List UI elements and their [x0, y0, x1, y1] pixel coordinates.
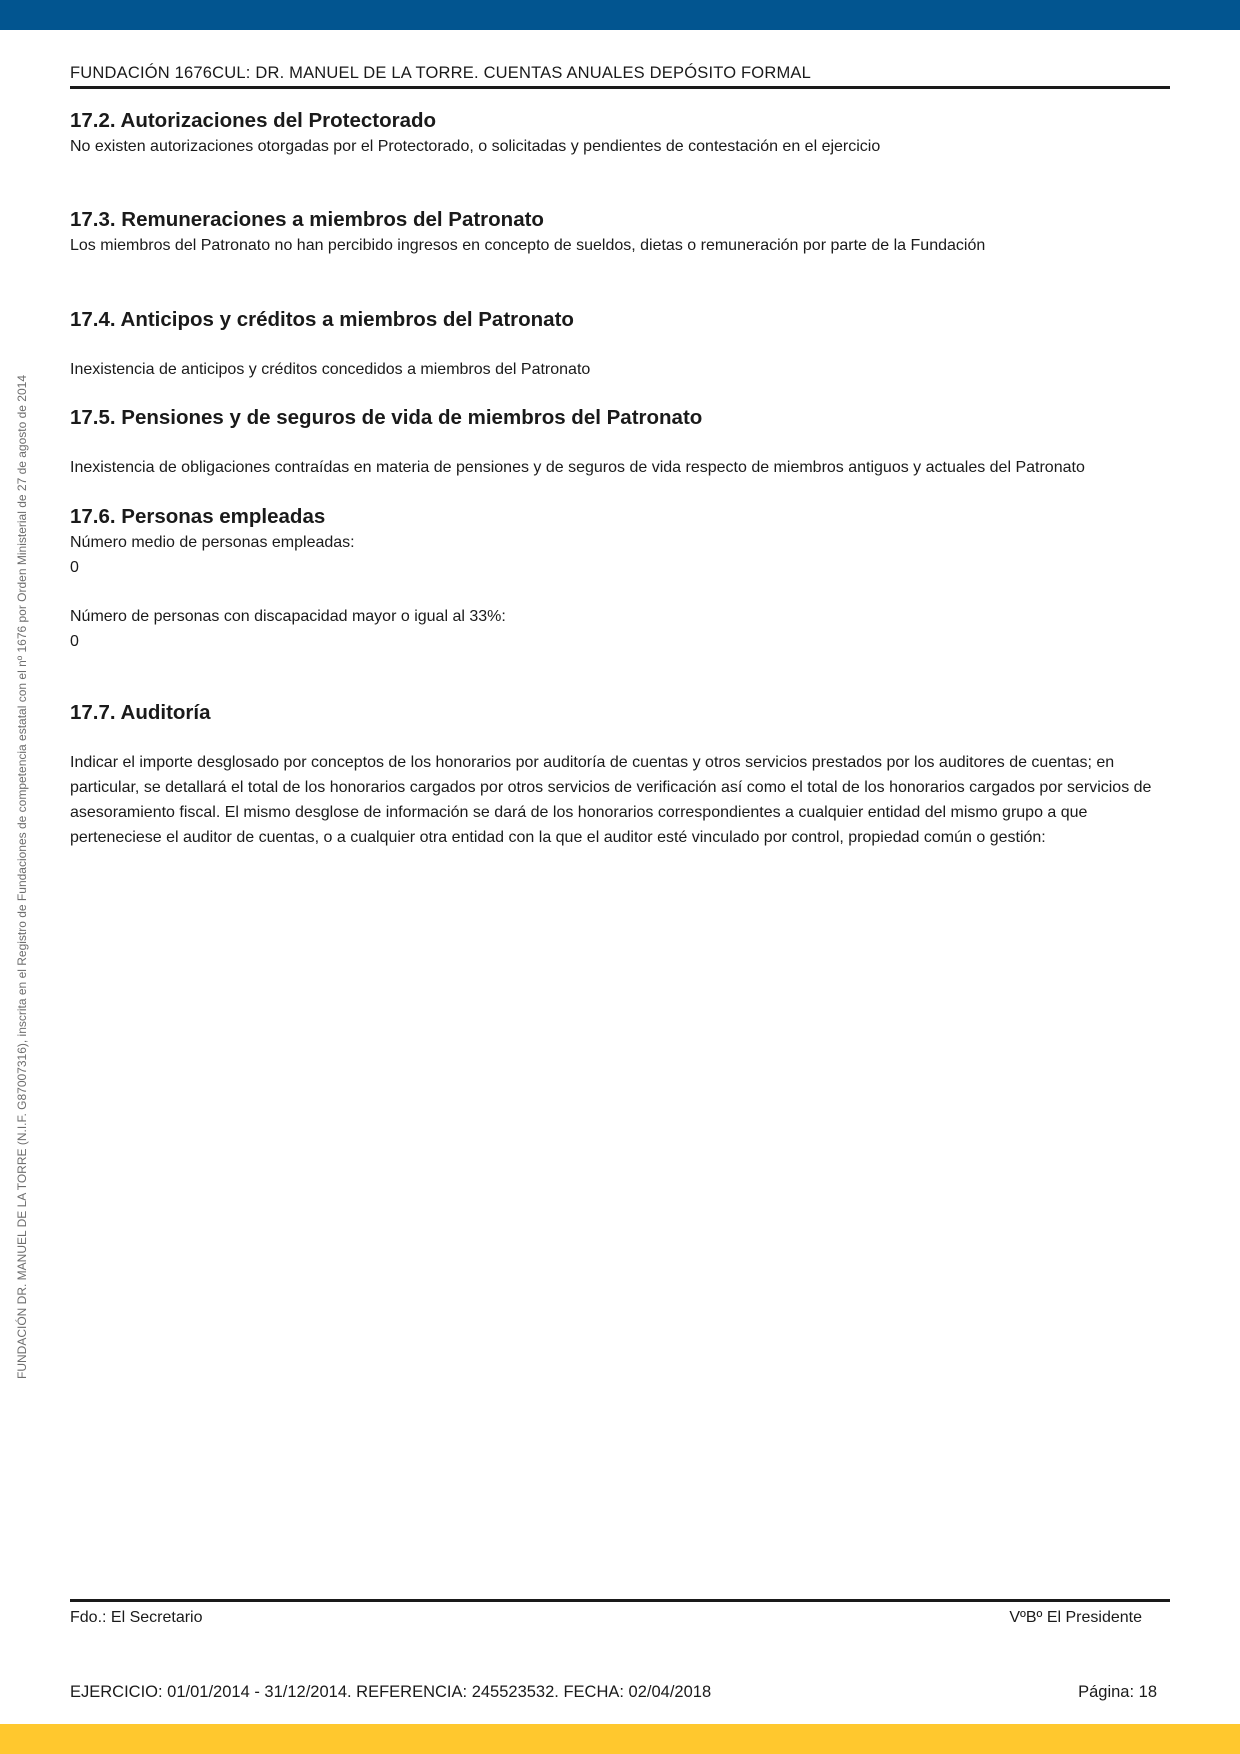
section-title: 17.5. Pensiones y de seguros de vida de miembros del Patronato	[70, 406, 703, 429]
avg-employees-label: Número medio de personas empleadas:	[70, 534, 355, 551]
section-title: 17.4. Anticipos y créditos a miembros del Patronato	[70, 308, 574, 331]
avg-employees-value: 0	[70, 559, 79, 576]
disabled-employees-value: 0	[70, 633, 79, 650]
president-signature-label: VºBº El Presidente	[1009, 1609, 1142, 1626]
side-registration-note: FUNDACIÓN DR. MANUEL DE LA TORRE (N.I.F. G87007316), inscrita en el Registro de Fundaciones de competencia estatal con el nº 1676 por Orden Ministerial de 27 de agosto de 2014	[15, 375, 29, 1379]
section-17-2	[70, 108, 1170, 159]
section-text: No existen autorizaciones otorgadas por el Protectorado, o solicitadas y pendientes de contestación en el ejercicio	[70, 138, 881, 155]
page-header-title: FUNDACIÓN 1676CUL: DR. MANUEL DE LA TORRE. CUENTAS ANUALES DEPÓSITO FORMAL	[70, 64, 811, 82]
section-text: Inexistencia de anticipos y créditos concedidos a miembros del Patronato	[70, 361, 591, 378]
section-17-5	[70, 405, 1170, 480]
section-17-3	[70, 207, 1170, 258]
section-text: Indicar el importe desglosado por conceptos de los honorarios por auditoría de cuentas y otros servicios prestados por los auditores de cuentas; en particular, se detallará el total de los honorarios cargados por otros servicios de verificación así como el total de los honorarios cargados por servicios de asesoramiento fiscal. El mismo desglose de información se dará de los honorarios correspondientes a cualquier entidad del mismo grupo a que perteneciese el auditor de cuentas, o a cualquier otra entidad con la que el auditor esté vinculado por control, propiedad común o gestión:	[70, 754, 1152, 846]
section-text: Los miembros del Patronato no han percibido ingresos en concepto de sueldos, dietas o remuneración por parte de la Fundación	[70, 237, 986, 254]
bottom-color-bar	[0, 1724, 1240, 1754]
section-17-7	[70, 700, 1170, 850]
section-17-4	[70, 307, 1170, 382]
disabled-employees-label: Número de personas con discapacidad mayor o igual al 33%:	[70, 608, 506, 625]
section-17-6	[70, 504, 1170, 654]
page-number: Página: 18	[1078, 1683, 1157, 1701]
header-divider	[70, 86, 1170, 89]
section-text: Inexistencia de obligaciones contraídas en materia de pensiones y de seguros de vida respecto de miembros antiguos y actuales del Patronato	[70, 459, 1085, 476]
section-title: 17.3. Remuneraciones a miembros del Patronato	[70, 208, 544, 231]
footer-divider	[70, 1599, 1170, 1602]
section-title: 17.6. Personas empleadas	[70, 505, 326, 528]
footer-exercise-reference: EJERCICIO: 01/01/2014 - 31/12/2014. REFERENCIA: 245523532. FECHA: 02/04/2018	[70, 1683, 712, 1701]
section-title: 17.7. Auditoría	[70, 701, 211, 724]
section-title: 17.2. Autorizaciones del Protectorado	[70, 109, 437, 132]
secretary-signature-label: Fdo.: El Secretario	[70, 1609, 203, 1626]
top-color-bar	[0, 0, 1240, 30]
